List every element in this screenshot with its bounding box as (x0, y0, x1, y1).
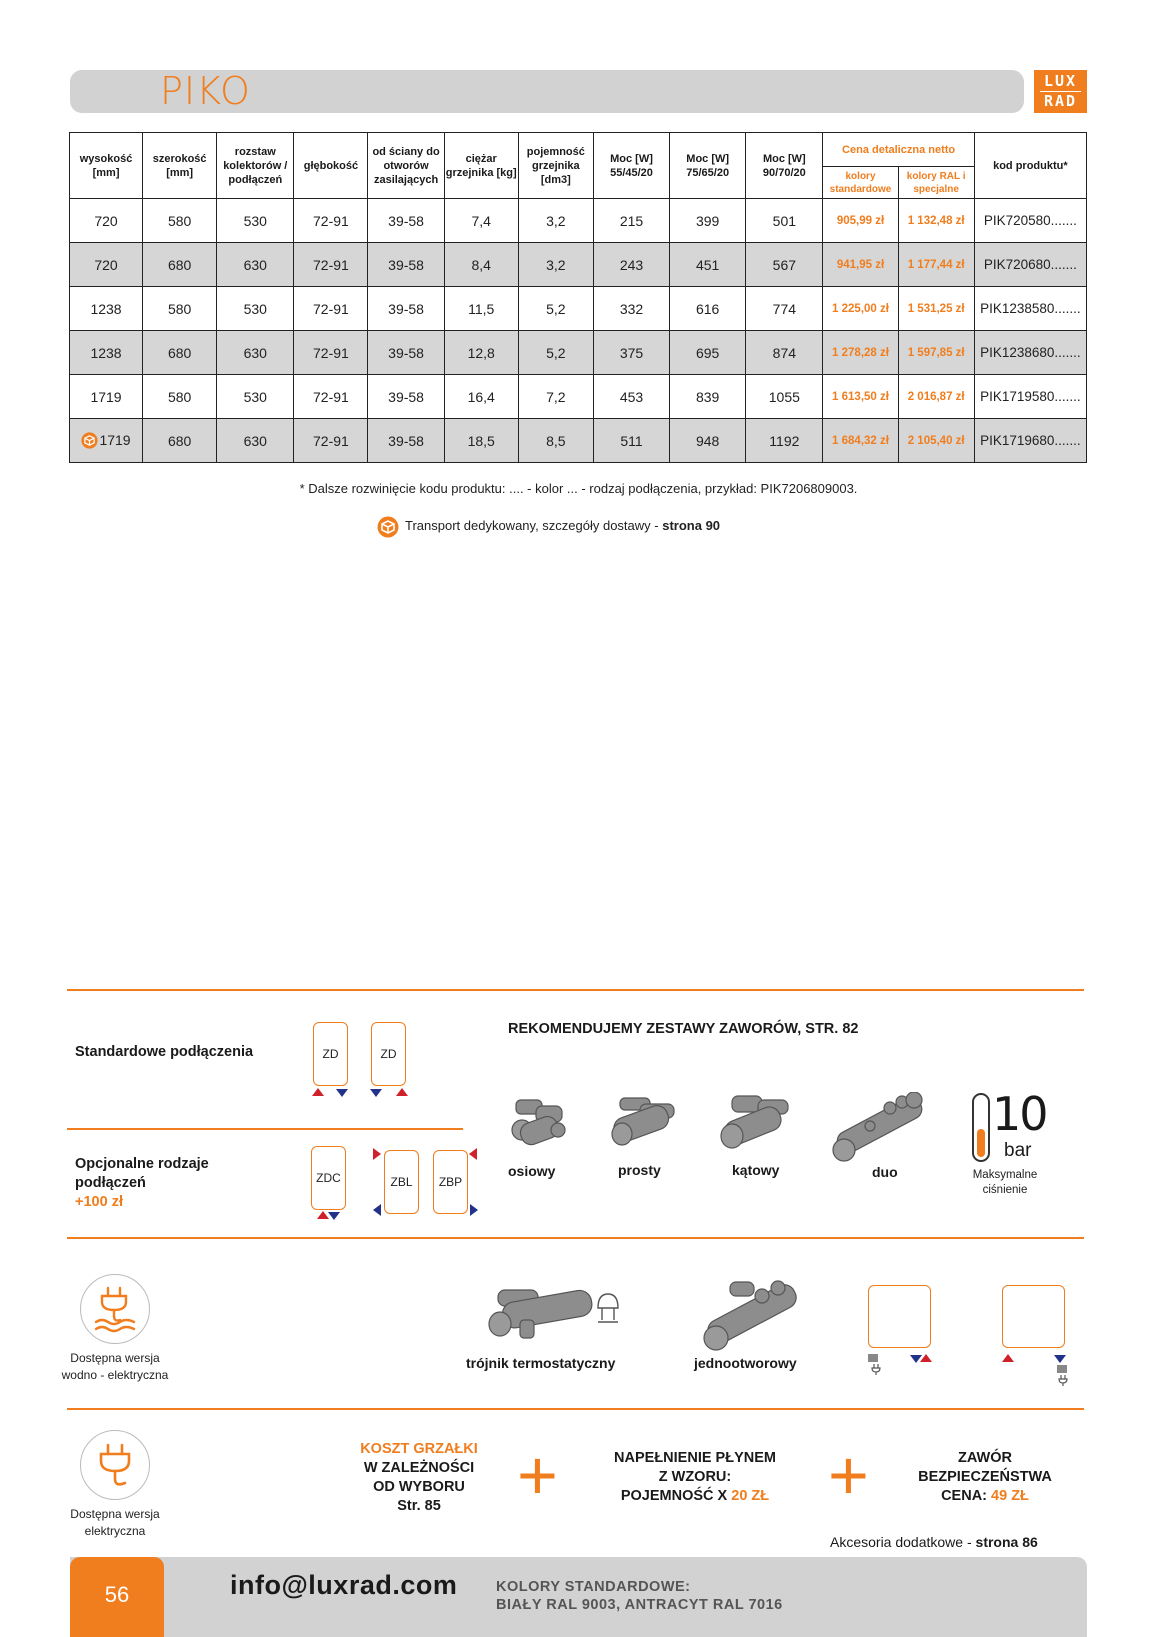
transport-note (377, 514, 720, 538)
table-cell: 3,2 (518, 199, 593, 243)
price-cell: 1 132,48 zł (898, 199, 974, 243)
table-cell: 695 (670, 331, 746, 375)
table-cell: 39-58 (368, 419, 444, 463)
valve-duo-label: duo (872, 1164, 898, 1180)
table-cell: 501 (746, 199, 823, 243)
table-cell: 7,2 (518, 375, 593, 419)
table-cell: 8,4 (444, 243, 518, 287)
header-width: szerokość [mm] (143, 133, 217, 199)
table-cell: 11,5 (444, 287, 518, 331)
table-cell: 630 (217, 331, 294, 375)
luxrad-logo (1034, 70, 1087, 113)
valve-katowy-icon (718, 1090, 798, 1152)
table-cell: 1719 (70, 419, 143, 463)
connection-zdc: ZDC (311, 1146, 346, 1210)
arrow-down-blue (1054, 1355, 1066, 1363)
table-cell: 375 (593, 331, 669, 375)
price-cell: 2 105,40 zł (898, 419, 974, 463)
price-cell: 1 177,44 zł (898, 243, 974, 287)
table-cell: 530 (217, 199, 294, 243)
arrow-right-blue (470, 1204, 478, 1216)
table-cell: 1719 (70, 375, 143, 419)
plus-sign-1: + (517, 1436, 558, 1514)
arrow-left-blue (373, 1204, 381, 1216)
safety-valve-price: 49 ZŁ (991, 1488, 1029, 1504)
table-cell: 680 (143, 243, 217, 287)
price-cell: 1 278,28 zł (823, 331, 898, 375)
table-cell: 5,2 (518, 287, 593, 331)
page-number: 56 (70, 1557, 164, 1637)
water-electric-caption: Dostępna wersja wodno - elektryczna (61, 1351, 169, 1382)
price-cell: 2 016,87 zł (898, 375, 974, 419)
table-cell: 1192 (746, 419, 823, 463)
connection-zbl: ZBL (384, 1150, 419, 1214)
arrow-down-blue (336, 1089, 348, 1097)
table-cell: 72-91 (294, 243, 368, 287)
valve-prosty-icon (610, 1092, 685, 1150)
product-table (69, 132, 1087, 463)
table-cell: 72-91 (294, 331, 368, 375)
thermostatic-tee-icon (488, 1276, 626, 1342)
plug-water-icon (90, 1284, 140, 1334)
table-cell: 680 (143, 419, 217, 463)
plus-sign-2: + (828, 1436, 869, 1514)
pressure-caption: Maksymalne ciśnienie (972, 1169, 1038, 1196)
table-cell: 451 (670, 243, 746, 287)
table-cell: 16,4 (444, 375, 518, 419)
electric-caption: Dostępna wersja elektryczna (70, 1507, 160, 1538)
logo-top: LUX (1043, 72, 1078, 90)
connection-zd-1: ZD (313, 1022, 348, 1086)
table-cell: 72-91 (294, 199, 368, 243)
table-cell: 243 (593, 243, 669, 287)
table-cell: 1238 (70, 331, 143, 375)
divider-2 (67, 1237, 1084, 1239)
arrow-left-red (469, 1148, 477, 1160)
divider-partial (67, 1128, 463, 1130)
accessories-note: Akcesoria dodatkowe - strona 86 (830, 1534, 1038, 1550)
transport-text: Transport dedykowany, szczegóły dostawy - (405, 518, 663, 533)
table-cell: 530 (217, 375, 294, 419)
transport-page: strona 90 (662, 518, 721, 533)
product-code-cell: PIK720680....... (974, 243, 1086, 287)
table-cell: 580 (143, 375, 217, 419)
plug-small-icon (870, 1362, 882, 1376)
price-cell: 941,95 zł (823, 243, 898, 287)
water-electric-badge (80, 1274, 150, 1344)
connection-zd-2: ZD (371, 1022, 406, 1086)
table-cell: 72-91 (294, 375, 368, 419)
table-cell: 7,4 (444, 199, 518, 243)
table-cell: 774 (746, 287, 823, 331)
table-row (70, 199, 1087, 243)
heater-block-right (1057, 1365, 1067, 1373)
table-cell: 874 (746, 331, 823, 375)
standard-connections-label: Standardowe podłączenia (75, 1044, 254, 1060)
table-cell: 948 (670, 419, 746, 463)
transport-icon (81, 432, 98, 449)
table-cell: 39-58 (368, 287, 444, 331)
page-title: PIKO (160, 69, 251, 113)
table-cell: 8,5 (518, 419, 593, 463)
header-power-55: Moc [W] 55/45/20 (593, 133, 669, 199)
heater-block-left (868, 1354, 878, 1362)
table-cell: 1238 (70, 287, 143, 331)
table-cell: 680 (143, 331, 217, 375)
heater-cost-text: KOSZT GRZAŁKI W ZALEŻNOŚCI OD WYBORU Str. 85 (360, 1441, 478, 1514)
plug-icon (91, 1441, 139, 1489)
valve-duo-icon (830, 1092, 930, 1164)
header-height: wysokość [mm] (70, 133, 143, 199)
optional-price: +100 zł (75, 1194, 123, 1210)
header-power-90: Moc [W] 90/70/20 (746, 133, 823, 199)
pressure-gauge-icon (972, 1093, 990, 1162)
table-cell: 616 (670, 287, 746, 331)
logo-bottom: RAD (1043, 92, 1078, 110)
valve-osiowy-icon (508, 1090, 573, 1150)
table-cell: 39-58 (368, 199, 444, 243)
table-cell: 839 (670, 375, 746, 419)
table-cell: 39-58 (368, 243, 444, 287)
price-cell: 1 613,50 zł (823, 375, 898, 419)
table-row (70, 287, 1087, 331)
product-code-cell: PIK720580....... (974, 199, 1086, 243)
arrow-down-blue (370, 1089, 382, 1097)
price-cell: 1 597,85 zł (898, 331, 974, 375)
table-cell: 720 (70, 199, 143, 243)
table-cell: 530 (217, 287, 294, 331)
valve-katowy-label: kątowy (732, 1162, 780, 1178)
table-cell: 5,2 (518, 331, 593, 375)
arrow-up-red (396, 1088, 408, 1096)
divider-1 (67, 989, 1084, 991)
header-capacity: pojemność grzejnika [dm3] (518, 133, 593, 199)
pressure-value: 10 (992, 1087, 1047, 1141)
fluid-price: 20 ZŁ (731, 1488, 770, 1504)
plug-small-icon (1057, 1373, 1069, 1387)
table-cell: 72-91 (294, 419, 368, 463)
transport-icon (377, 516, 399, 538)
divider-3 (67, 1408, 1084, 1410)
header-price-ral: kolory RAL i specjalne (898, 167, 974, 199)
table-cell: 399 (670, 199, 746, 243)
arrow-up-red (920, 1354, 932, 1362)
electric-badge (80, 1430, 150, 1500)
header-power-75: Moc [W] 75/65/20 (670, 133, 746, 199)
single-hole-valve-icon (700, 1278, 804, 1352)
standard-colors: KOLORY STANDARDOWE: BIAŁY RAL 9003, ANTRACYT RAL 7016 (496, 1579, 783, 1613)
optional-connections-label: Opcjonalne rodzaje podłączeń +100 zł (75, 1156, 209, 1210)
table-row (70, 375, 1087, 419)
table-cell: 39-58 (368, 331, 444, 375)
radiator-heater-right-diagram (1002, 1285, 1065, 1348)
price-cell: 1 531,25 zł (898, 287, 974, 331)
header-wall-distance: od ściany do otworów zasilających (368, 133, 444, 199)
pressure-unit: bar (1004, 1140, 1032, 1161)
valves-heading: REKOMENDUJEMY ZESTAWY ZAWORÓW, STR. 82 (508, 1021, 859, 1037)
table-cell: 332 (593, 287, 669, 331)
table-cell: 3,2 (518, 243, 593, 287)
table-cell: 453 (593, 375, 669, 419)
arrow-up-red (312, 1088, 324, 1096)
table-row (70, 331, 1087, 375)
thermostatic-tee-label: trójnik termostatyczny (466, 1355, 616, 1371)
valve-prosty-label: prosty (618, 1162, 661, 1178)
price-cell: 1 684,32 zł (823, 419, 898, 463)
product-code-cell: PIK1238580....... (974, 287, 1086, 331)
footnote: * Dalsze rozwinięcie kodu produktu: .... - kolor ... - rodzaj podłączenia, przykład: PIK7206809003. (299, 481, 858, 496)
header-product-code: kod produktu* (974, 133, 1086, 199)
arrow-up-red (1002, 1354, 1014, 1362)
table-row (70, 419, 1087, 463)
table-cell: 580 (143, 287, 217, 331)
table-cell: 39-58 (368, 375, 444, 419)
table-cell: 630 (217, 243, 294, 287)
header-price: Cena detaliczna netto (823, 133, 974, 167)
price-cell: 905,99 zł (823, 199, 898, 243)
table-cell: 630 (217, 419, 294, 463)
table-cell: 580 (143, 199, 217, 243)
radiator-heater-left-diagram (868, 1285, 931, 1348)
header-price-standard: kolory standardowe (823, 167, 898, 199)
table-cell: 720 (70, 243, 143, 287)
product-code-cell: PIK1238680....... (974, 331, 1086, 375)
price-cell: 1 225,00 zł (823, 287, 898, 331)
valve-osiowy-label: osiowy (508, 1163, 556, 1179)
arrow-right-red (373, 1148, 381, 1160)
contact-email[interactable]: info@luxrad.com (230, 1570, 458, 1600)
table-cell: 567 (746, 243, 823, 287)
connection-zbp: ZBP (433, 1150, 468, 1214)
single-hole-label: jednootworowy (694, 1355, 797, 1371)
table-cell: 12,8 (444, 331, 518, 375)
header-spacing: rozstaw kolektorów / podłączeń (217, 133, 294, 199)
header-depth: głębokość (294, 133, 368, 199)
table-cell: 215 (593, 199, 669, 243)
product-code-cell: PIK1719580....... (974, 375, 1086, 419)
safety-valve-text: ZAWÓR BEZPIECZEŃSTWA CENA: 49 ZŁ (918, 1450, 1052, 1504)
table-cell: 72-91 (294, 287, 368, 331)
table-cell: 511 (593, 419, 669, 463)
table-cell: 18,5 (444, 419, 518, 463)
table-cell: 1055 (746, 375, 823, 419)
table-row (70, 243, 1087, 287)
fluid-fill-text: NAPEŁNIENIE PŁYNEM Z WZORU: POJEMNOŚĆ X 20 ZŁ (614, 1450, 776, 1504)
header-weight: ciężar grzejnika [kg] (444, 133, 518, 199)
product-code-cell: PIK1719680....... (974, 419, 1086, 463)
arrow-down-blue (328, 1212, 340, 1220)
